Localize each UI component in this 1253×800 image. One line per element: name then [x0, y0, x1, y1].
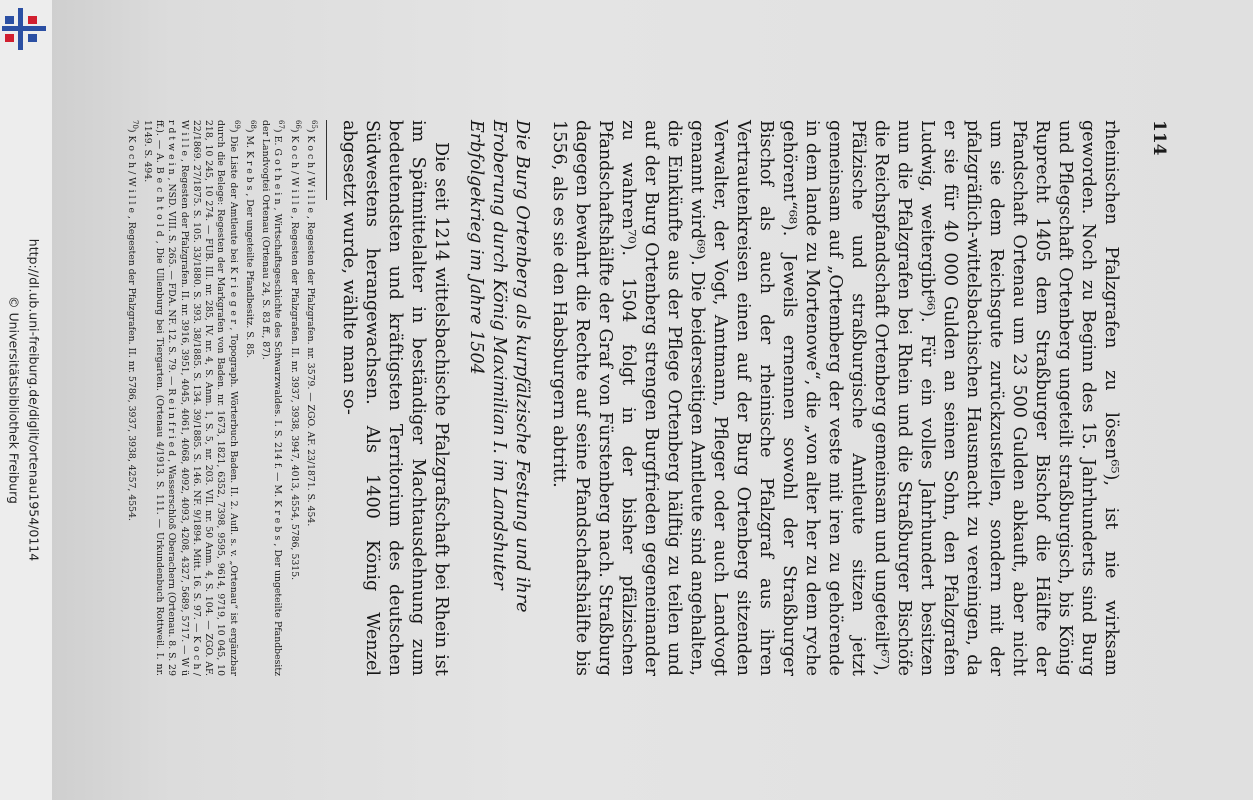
footnote: $^{65}$) K o c h / W i l l e , Regesten der Pfalzgrafen. nr. 3579. — ZGO. AF. 23/1871. S. 454.	[304, 120, 318, 527]
footnote-text: M. K r e b s , Der ungeteilte Pfandbesitz. S. 85.	[243, 135, 255, 359]
university-logo-icon	[2, 8, 46, 50]
footnote-number: 66	[293, 120, 302, 129]
footnote: $^{68}$) M. K r e b s , Der ungeteilte Pfandbesitz. S. 85.	[243, 120, 257, 359]
footnote: $^{70}$) K o c h / W i l l e , Regesten der Pfalzgrafen. II. nr. 5786, 3937, 3938, 4257, 4554.	[125, 120, 139, 521]
page-number: 114	[1149, 120, 1169, 156]
footnote: $^{66}$) K o c h / W i l l e , Regesten der Pfalzgrafen. II. nr. 3937, 3938, 3947, 4013, 4554, 5786, 5315.	[288, 120, 302, 581]
footnote-number: 68	[248, 120, 257, 129]
rotated-page	[112, 70, 1192, 730]
footnote-divider	[326, 120, 327, 200]
sidebar	[0, 0, 52, 800]
continuation-paragraph: rheinischen Pfalzgrafen zu lösen⁶⁵), ist nie wirksam geworden. Noch zu Beginn des 15. Jahrhunderts sind Burg und Pflegschaft Ortenberg ungeteilt straßburgisch, bis König Ruprecht 1405 dem Straßburger Bischof die Hälfte der Pfandschaft Ortenau um 23 500 Gulden abkauft, aber nicht um sie dem Reichsgute zurückzustellen, sondern mit der pfalzgräflich-wittelsbachischen Hausmacht zu vereinigen, da er sie für 40 000 Gulden an seinen Sohn, den Pfalzgrafen Ludwig, weitergibt⁶⁶). Für ein volles Jahrhundert besitzen nun die Pfalzgrafen bei Rhein und die Straßburger Bischöfe die Reichspfandschaft Ortenberg gemeinsam und ungeteilt⁶⁷), Pfälzische und straßburgische Amtleute sitzen jetzt gemeinsam auf „Ortemberg der veste mit iren zu gehörende in dem lande zu Mortenowe“, die „von alter her zu dem ryche gehörent“⁶⁸). Jeweils ernennen sowohl der Straßburger Bischof als auch der rheinische Pfalzgraf aus ihren Vertrautenkreisen einen auf der Burg Ortenberg sitzenden Verwalter, der Vogt, Amtmann, Pfleger oder auch Landvogt genannt wird⁶⁹). Die beiderseitigen Amtleute sind angehalten, die Einkünfte aus der Pflege Ortenberg hälftig zu teilen und auf der Burg Ortenberg strengen Burgfrieden gegeneinander zu wahren⁷⁰). 1504 folgt in der bisher pfälzischen Pfandschaftshälfte der Graf von Fürstenberg nach. Straßburg dagegen bewahrt die Rechte auf seine Pfandschaftshälfte bis 1556, als es sie den Habsburgern abtritt.	[549, 120, 1121, 676]
footnote-text: K o c h / W i l l e , Regesten der Pfalzgrafen. II. nr. 5786, 3937, 3938, 4257, 4554.	[125, 135, 137, 521]
footnote: $^{67}$) E. G o t h e i n , Wirtschaftsgeschichte des Schwarzwaldes. I. S. 214 f. — M. K r e b s , Der ungeteilte Pfandbesitz der Landvogtei Ortenau (Ortenau 24, S. 83 ff., 87).	[260, 120, 286, 676]
footnote: $^{69}$) Die Liste der Amtleute bei K r i e g e r , Topograph. Wörterbuch Baden. II. 2. Aufl. s. v. „Ortenau“ ist ergänzbar durch die Belege: Regesten der Markgrafen von Baden. nr. 1673, 1821, 6352, 7398, 9595, 9614, 9719, 10 045, 10 218, 10 245, 10 274. — FUB. III. nr. 285, IV. nr. 4, S. Anm. 1, S. 5, nr. 203. VII. nr. 50 Anm. 4, S. 104. — ZGO. AF. 22/1869. 27/1875. S. 105. 33/1880. S. 393. 38/1885. S. 134. 39/1885. S. 146. NF. 9/1894. Mitt. 16. S. 97. — K o c h / W i l l e , Regesten der Pfalzgrafen. II. nr. 3916, 3951, 4045, 4061, 4068, 4092, 4093, 4208, 4327, 5689, 5717. — W ü r d t w e i n , NSD. VIII. S. 265. — FDA. NF. 12. S. 79. — R e i n f r i e d , Wasserschloß Oberachern (Ortenau. 8. S. 29 ff.). — A. B e c h t o l d , Die Ullenburg bei Tiergarten. (Ortenau 4/1913. S. 111. — Urkundenbuch Rottweil. I. nr. 1149. S. 494.	[142, 120, 241, 676]
footnote-text: E. G o t h e i n , Wirtschaftsgeschichte des Schwarzwaldes. I. S. 214 f. — M. K r e b s , Der ungeteilte Pfandbesitz der Landvogtei Ortenau (Ortenau 24, S. 83 ff., 87).	[260, 120, 284, 676]
section-paragraph: Die seit 1214 wittelsbachische Pfalzgrafschaft bei Rhein ist im Spätmittelalter in beständiger Machtausdehnung zum bedeutendsten und kräftigsten Territorium des deutschen Südwestens herangewachsen. Als 1400 König Wenzel abgesetzt wurde, wählte man so-	[339, 120, 451, 676]
footnote-number: 70	[130, 120, 139, 129]
footnote-number: 67	[277, 120, 286, 129]
scanned-page	[52, 0, 1253, 800]
footnote-text: K o c h / W i l l e , Regesten der Pfalzgrafen. nr. 3579. — ZGO. AF. 23/1871. S. 454.	[304, 135, 316, 527]
footnote-number: 65	[310, 120, 318, 129]
footnote-text: Die Liste der Amtleute bei K r i e g e r , Topograph. Wörterbuch Baden. II. 2. Aufl. s. v. „Ortenau“ ist ergänzbar durch die Belege: Regesten der Markgrafen von Baden. nr. 1673, 1821, 6352, 7398, 9595, 9614, 9719, 10 045, 10 218, 10 245, 10 274. — FUB. III. nr. 285, IV. nr. 4, S. Anm. 1, S. 5, nr. 203. VII. nr. 50 Anm. 4, S. 104. — ZGO. AF. 22/1869. 27/1875. S. 105. 33/1880. S. 393. 38/1885. S. 134. 39/1885. S. 146. NF. 9/1894. Mitt. 16. S. 97. — K o c h / W i l l e , Regesten der Pfalzgrafen. II. nr. 3916, 3951, 4045, 4061, 4068, 4092, 4093, 4208, 4327, 5689, 5717. — W ü r d t w e i n , NSD. VIII. S. 265. — FDA. NF. 12. S. 79. — R e i n f r i e d , Wasserschloß Oberachern (Ortenau. 8. S. 29 ff.). — A. B e c h t o l d , Die Ullenburg bei Tiergarten. (Ortenau 4/1913. S. 111. — Urkundenbuch Rottweil. I. nr. 1149. S. 494.	[142, 120, 239, 676]
document-url[interactable]: http://dl.ub.uni-freiburg.de/diglit/ortenau1954/0114	[26, 238, 42, 562]
footnote-number: 69	[232, 120, 241, 129]
section-heading: Die Burg Ortenberg als kurpfälzische Festung und ihre Eroberung durch König Maximilian I. im Landshuter Erbfolgekrieg im Jahre 1504	[466, 120, 532, 613]
page-content	[125, 120, 1122, 676]
copyright-notice: © Universitätsbibliothek Freiburg	[6, 296, 22, 504]
footnotes	[125, 120, 320, 676]
footnote-text: K o c h / W i l l e , Regesten der Pfalzgrafen. II. nr. 3937, 3938, 3947, 4013, 4554, 5786, 5315.	[288, 135, 300, 581]
